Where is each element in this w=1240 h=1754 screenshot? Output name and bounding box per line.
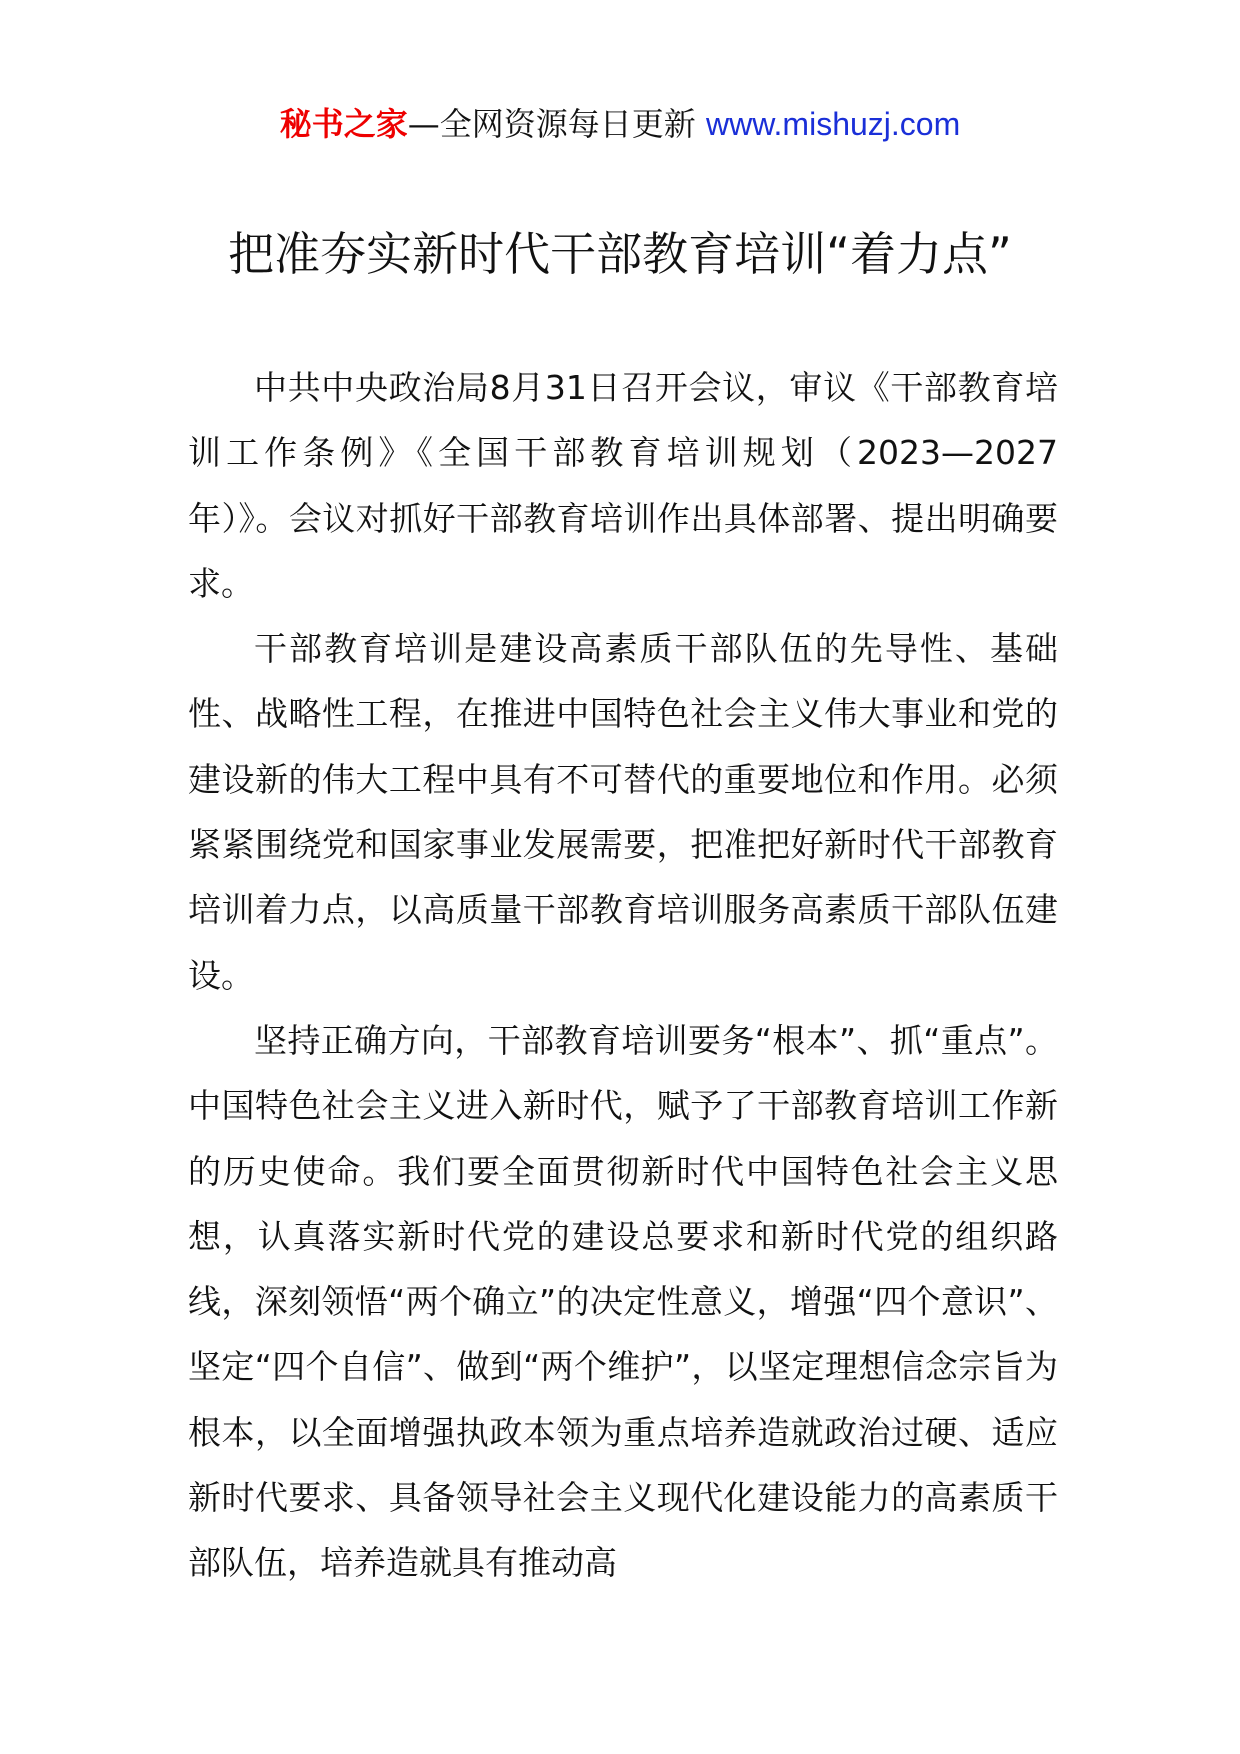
site-header <box>0 100 1240 148</box>
document-title: 把准夯实新时代干部教育培训“着力点” <box>228 227 1012 281</box>
document-body <box>188 355 1058 1596</box>
paragraph-1: 中共中央政治局8月31日召开会议，审议《干部教育培训工作条例》《全国干部教育培训规划（2023—2027年）》。会议对抓好干部教育培训作出具体部署、提出明确要求。 <box>188 368 1058 603</box>
paragraph-3: 坚持正确方向，干部教育培训要务“根本”、抓“重点”。中国特色社会主义进入新时代，赋予了干部教育培训工作新的历史使命。我们要全面贯彻新时代中国特色社会主义思想，认真落实新时代党的建设总要求和新时代党的组织路线，深刻领悟“两个确立”的决定性意义，增强“四个意识”、坚定“四个自信”、做到“两个维护”，以坚定理想信念宗旨为根本，以全面增强执政本领为重点培养造就政治过硬、适应新时代要求、具备领导社会主义现代化建设能力的高素质干部队伍，培养造就具有推动高 <box>188 1020 1058 1583</box>
brand-name: 秘书之家 <box>279 105 408 143</box>
header-slogan: —全网资源每日更新 <box>407 105 696 143</box>
site-url-link[interactable]: www.mishuzj.com <box>705 106 961 142</box>
paragraph-2: 干部教育培训是建设高素质干部队伍的先导性、基础性、战略性工程，在推进中国特色社会主义伟大事业和党的建设新的伟大工程中具有不可替代的重要地位和作用。必须紧紧围绕党和国家事业发展需要，把准把好新时代干部教育培训着力点，以高质量干部教育培训服务高素质干部队伍建设。 <box>188 629 1058 995</box>
